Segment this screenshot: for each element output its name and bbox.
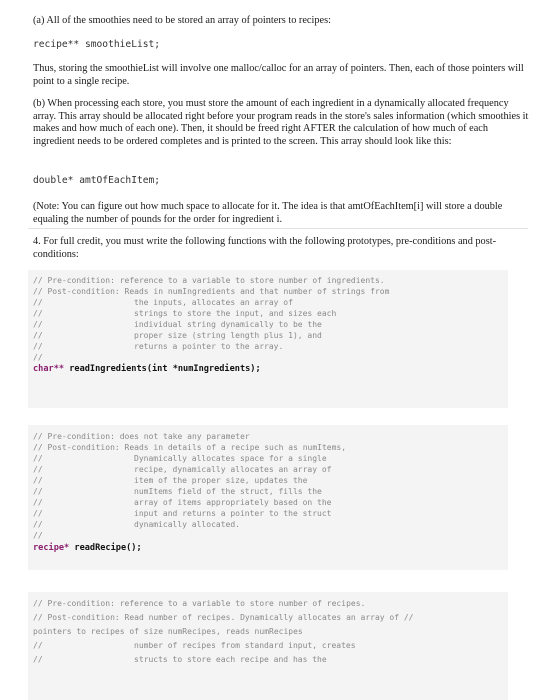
- comment-line: //: [33, 309, 43, 318]
- comment-line: // Post-condition: Reads in numIngredients and that number of strings from: [33, 287, 390, 296]
- comment-line: proper size (string length plus 1), and: [134, 331, 322, 340]
- comment-line: array of items appropriately based on the: [134, 498, 332, 507]
- comment-line: //: [33, 476, 43, 485]
- comment-line: //: [33, 520, 43, 529]
- part-b-text: (b) When processing each store, you must store the amount of each ingredient in a dynamically allocated frequency array. This array should be allocated right before your program reads in the store's sales information (which smoothies it makes and how much of each one). Then, it should be freed right AFTER the calculation of how much of each ingredient needs to be ordered completes and is printed to the screen. This array should look like this:: [33, 98, 529, 147]
- comment-line: //: [33, 655, 43, 664]
- smoothie-list-code: recipe** smoothieList;: [33, 39, 161, 50]
- comment-line: //: [33, 342, 43, 351]
- comment-line: Dynamically allocates space for a single: [134, 454, 327, 463]
- comment-line: returns a pointer to the array.: [134, 342, 284, 351]
- comment-line: dynamically allocated.: [134, 520, 240, 529]
- comment-line: //: [33, 509, 43, 518]
- part-a-text: (a) All of the smoothies need to be stored an array of pointers to recipes:: [33, 15, 331, 26]
- comment-line: //: [33, 298, 43, 307]
- prototype-text: readRecipe();: [69, 543, 142, 553]
- comment-line: //: [33, 465, 43, 474]
- comment-line: //: [33, 353, 43, 362]
- comment-line: number of recipes from standard input, creates: [134, 641, 356, 650]
- comment-line: item of the proper size, updates the: [134, 476, 308, 485]
- return-type: char**: [33, 364, 65, 374]
- section-4-heading: 4. For full credit, you must write the following functions with the following prototypes, pre-conditions and post-conditions:: [33, 236, 497, 260]
- amount-array-code: double* amtOfEachItem;: [33, 175, 161, 186]
- comment-line: individual string dynamically to be the: [134, 320, 322, 329]
- read-ingredients-prototype: [33, 364, 261, 374]
- part-a-explanation: Thus, storing the smoothieList will involve one malloc/calloc for an array of pointers. Then, each of those pointers will point to a single recipe.: [33, 63, 524, 87]
- comment-line: // Pre-condition: does not take any parameter: [33, 432, 250, 441]
- comment-line: numItems field of the struct, fills the: [134, 487, 322, 496]
- comment-line: the inputs, allocates an array of: [134, 298, 293, 307]
- comment-line: //: [33, 498, 43, 507]
- prototype-text: readIngredients(int *numIngredients);: [64, 364, 261, 374]
- comment-line: // Pre-condition: reference to a variable to store number of recipes.: [33, 599, 366, 608]
- divider: [28, 228, 528, 229]
- comment-line: //: [33, 331, 43, 340]
- comment-line: //: [33, 487, 43, 496]
- comment-line: // Pre-condition: reference to a variable to store number of ingredients.: [33, 276, 385, 285]
- comment-line: strings to store the input, and sizes each: [134, 309, 337, 318]
- comment-line: recipe, dynamically allocates an array of: [134, 465, 332, 474]
- comment-line: //: [33, 454, 43, 463]
- comment-line: // Post-condition: Read number of recipes. Dynamically allocates an array of //: [33, 613, 414, 622]
- comment-line: structs to store each recipe and has the: [134, 655, 327, 664]
- part-b-note: (Note: You can figure out how much space to allocate for it. The idea is that amtOfEachItem[i] will store a double equaling the number of pounds for the order for ingredient i.: [33, 201, 503, 225]
- comment-line: //: [33, 641, 43, 650]
- comment-line: //: [33, 531, 43, 540]
- comment-line: pointers to recipes of size numRecipes, reads numRecipes: [33, 627, 303, 636]
- comment-line: input and returns a pointer to the struct: [134, 509, 332, 518]
- return-type: recipe*: [33, 543, 70, 553]
- comment-line: //: [33, 320, 43, 329]
- read-recipe-prototype: [33, 543, 142, 553]
- comment-line: // Post-condition: Reads in details of a recipe such as numItems,: [33, 443, 347, 452]
